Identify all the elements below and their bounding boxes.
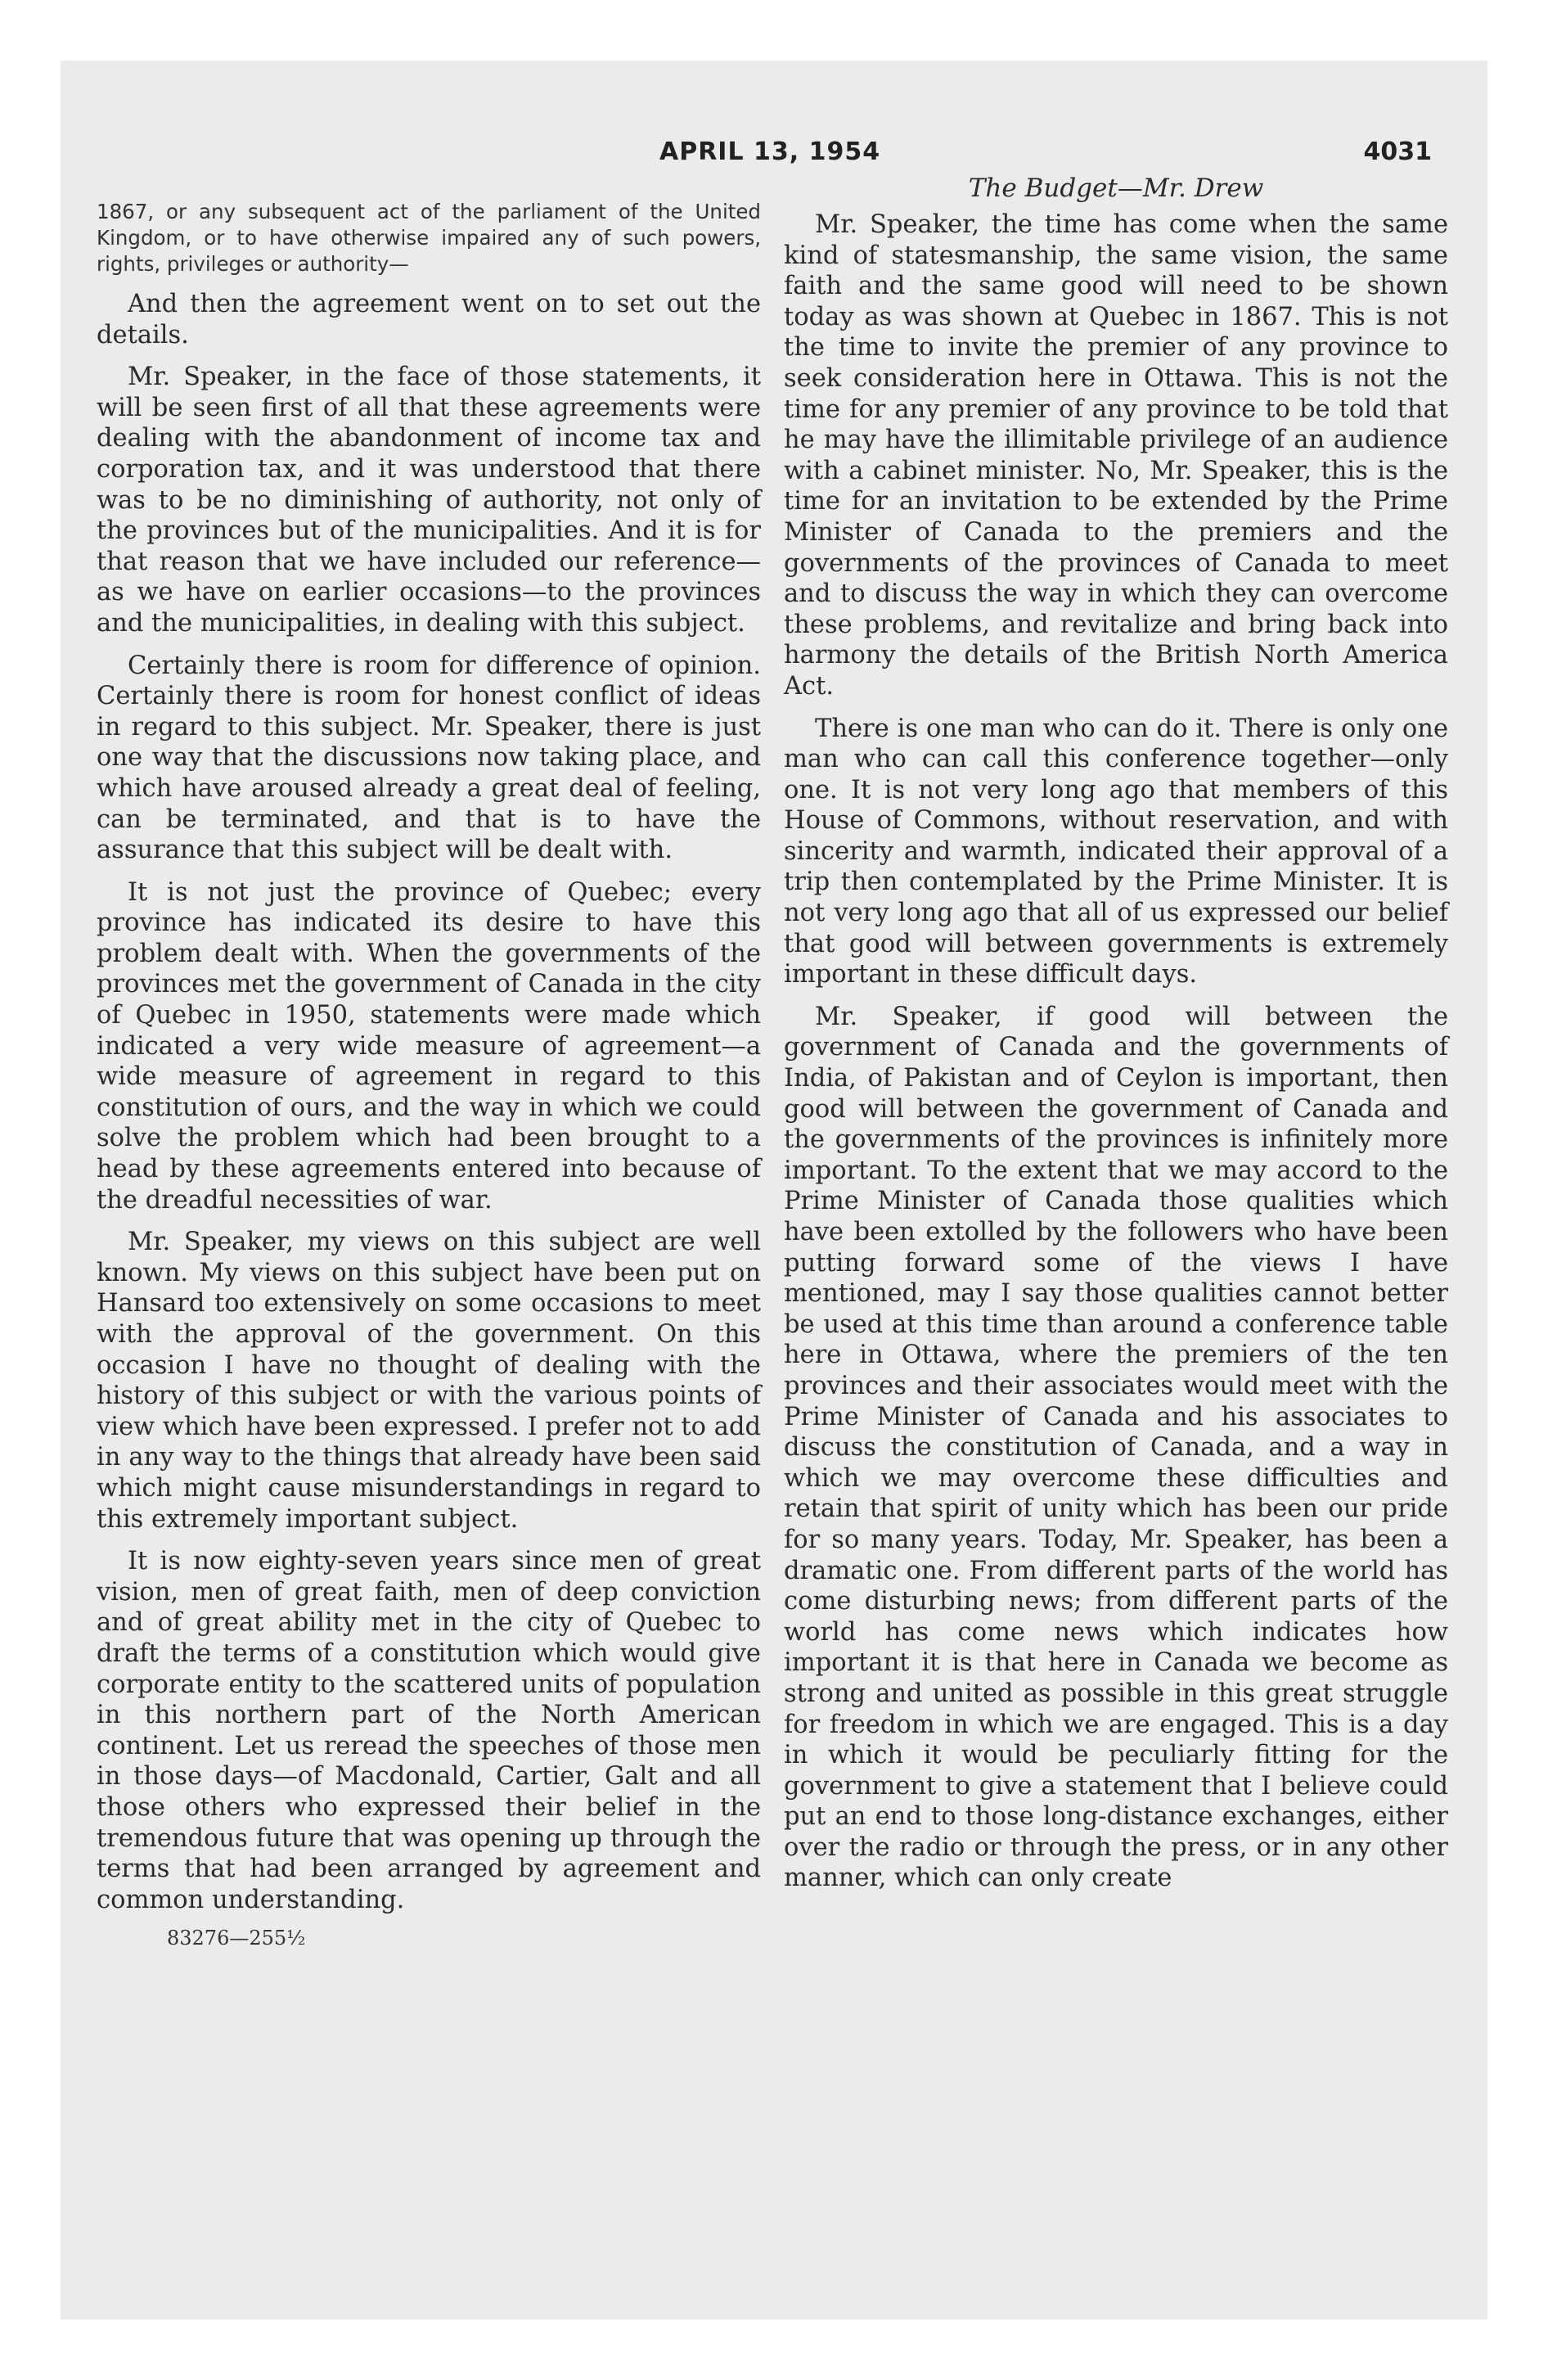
paragraph: Mr. Speaker, the time has come when the same kind of statesmanship, the same vision, the same faith and the same good will need to be shown today as was shown at Quebec in 1867. This is not the time to invite the premier of any province to seek consideration here in Ottawa. This is not the time for any premier of any province to be told that he may have the illimitable privilege of an audience with a cabinet minister. No, Mr. Speaker, this is the time for an invitation to be extended by the Prime Minister of Canada to the premiers and the governments of the provinces of Canada to meet and to discuss the way in which they can overcome these problems, and revitalize and bring back into harmony the details of the British North America Act. [784,210,1448,701]
left-column [97,199,761,1950]
paragraph: And then the agreement went on to set out the details. [97,290,761,349]
paragraph: Mr. Speaker, if good will between the government of Canada and the governments of India, of Pakistan and of Ceylon is important, then good will between the government of Canada and the governments of the provinces is infinitely more important. To the extent that we may accord to the Prime Minister of Canada those qualities which have been extolled by the followers who have been putting forward some of the views I have mentioned, may I say those qualities cannot better be used at this time than around a conference table here in Ottawa, where the premiers of the ten provinces and their associates would meet with the Prime Minister of Canada and his associates to discuss the constitution of Canada, and a way in which we may overcome these difficulties and retain that spirit of unity which has been our pride for so many years. Today, Mr. Speaker, has been a dramatic one. From different parts of the world has come disturbing news; from different parts of the world has come news which indicates how important it is that here in Canada we become as strong and united as possible in this great struggle for freedom in which we are engaged. This is a day in which it would be peculiarly fitting for the government to give a statement that I believe could put an end to those long-distance exchanges, either over the radio or through the press, or in any other manner, which can only create [784,1002,1448,1893]
quoted-text: 1867, or any subsequent act of the parliament of the United Kingdom, or to have otherwise impaired any of such powers, rights, privileges or authority— [97,200,761,276]
paragraph: Mr. Speaker, my views on this subject are well known. My views on this subject have been put on Hansard too extensively on some occasions to meet with the approval of the government. On this occasion I have no thought of dealing with the history of this subject or with the various points of view which have been expressed. I prefer not to add in any way to the things that already have been said which might cause misunderstandings in regard to this extremely important subject. [97,1228,761,1534]
paragraph: It is not just the province of Quebec; every province has indicated its desire to have this problem dealt with. When the governments of the provinces met the government of Canada in the city of Quebec in 1950, statements were made which indicated a very wide measure of agreement—a wide measure of agreement in regard to this constitution of ours, and the way in which we could solve the problem which had been brought to a head by these agreements entered into because of the dreadful necessities of war. [97,877,761,1215]
page-number: 4031 [1363,137,1432,166]
paragraph: It is now eighty-seven years since men of great vision, men of great faith, men of deep conviction and of great ability met in the city of Quebec to draft the terms of a constitution which would give corporate entity to the scattered units of population in this northern part of the North American continent. Let us reread the speeches of those men in those days—of Macdonald, Cartier, Galt and all those others who expressed their belief in the tremendous future that was opening up through the terms that had been arranged by agreement and common understanding. [97,1547,761,1914]
paragraph: Mr. Speaker, in the face of those statements, it will be seen first of all that these agreements were dealing with the abandonment of income tax and corporation tax, and it was understood that there was to be no diminishing of authority, not only of the provinces but of the municipalities. And it is for that reason that we have included our reference—as we have on earlier occasions—to the provinces and the municipalities, in dealing with this subject. [97,363,761,638]
paragraph: Certainly there is room for difference of opinion. Certainly there is room for honest conflict of ideas in regard to this subject. Mr. Speaker, there is just one way that the discussions now taking place, and which have aroused already a great deal of feeling, can be terminated, and that is to have the assurance that this subject will be dealt with. [97,651,761,865]
paragraph: There is one man who can do it. There is only one man who can call this conference together—only one. It is not very long ago that members of this House of Commons, without reservation, and with sincerity and warmth, indicated their approval of a trip then contemplated by the Prime Minister. It is not very long ago that all of us expressed our belief that good will between governments is extremely important in these difficult days. [784,714,1448,989]
running-title: The Budget—Mr. Drew [968,174,1264,203]
right-column [784,174,1448,1905]
print-code-footer: 83276—255½ [167,1927,306,1950]
page-date-header: APRIL 13, 1954 [659,137,881,166]
